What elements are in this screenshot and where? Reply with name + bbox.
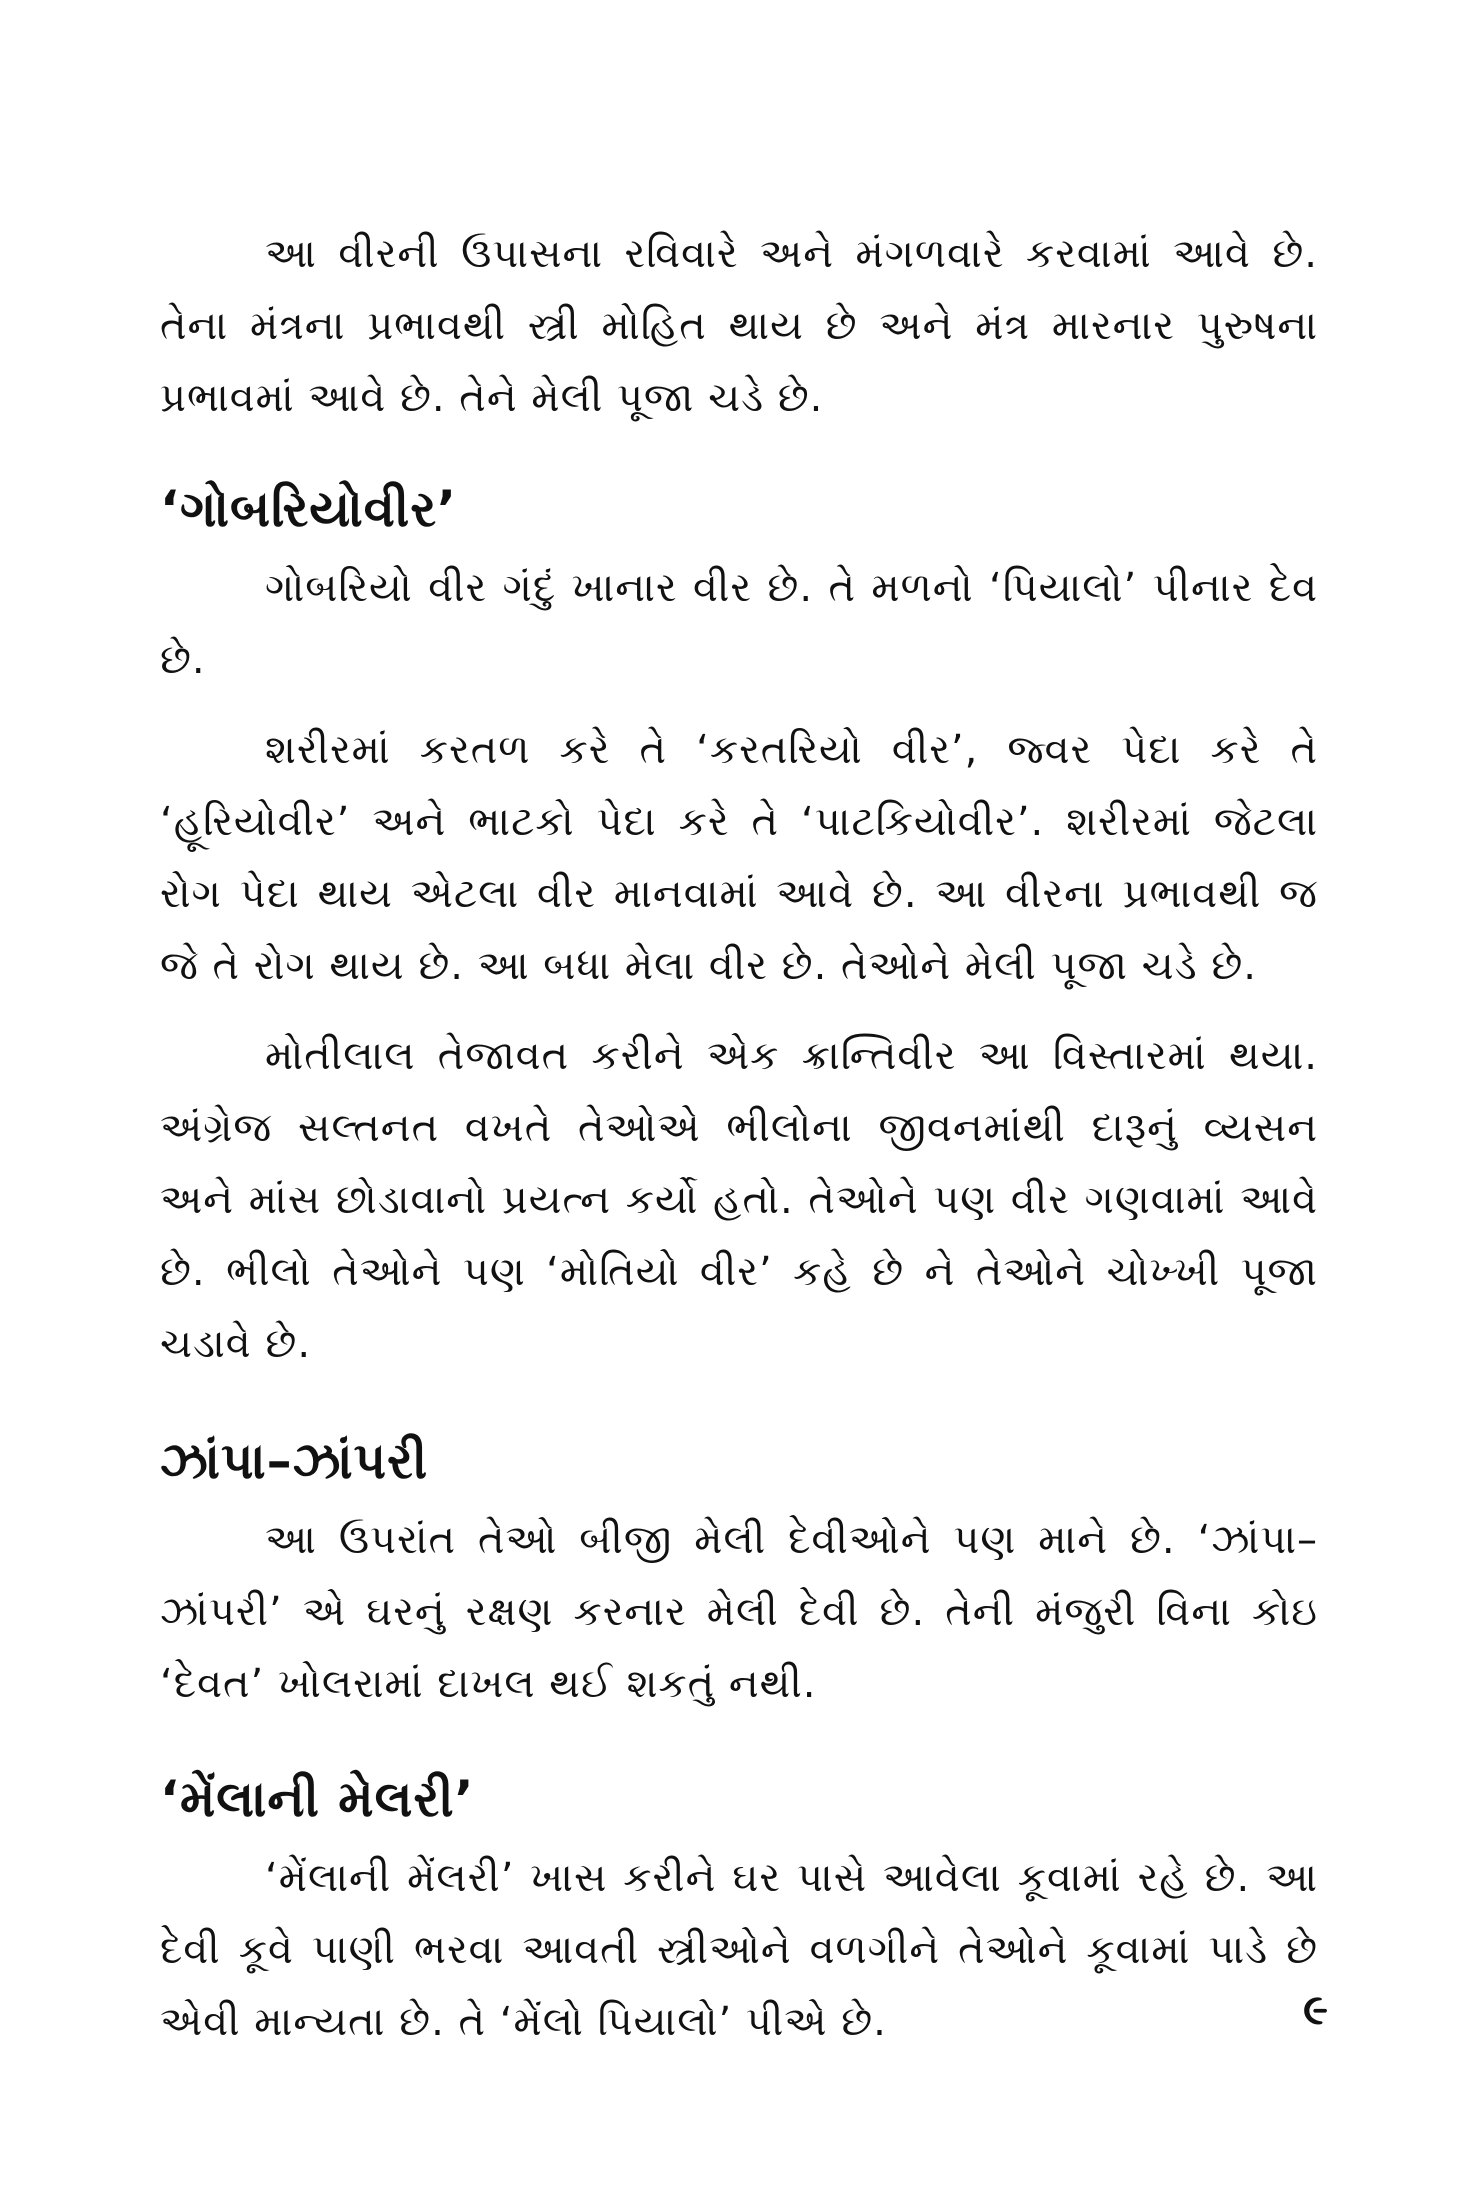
heading-melani-melari: ‘મેંલાની મેલરી’ xyxy=(160,1770,475,1828)
heading-gobariyovir: ‘ગોબરિયોવીર’ xyxy=(160,480,458,538)
paragraph-intro-worship: આ વીરની ઉપાસના રવિવારે અને મંગળવારે કરવામાં આવે છે. તેના મંત્રના પ્રભાવથી સ્ત્રી મોહિત થાય છે અને મંત્ર મારનાર પુરુષના પ્રભાવમાં આવે છે. તેને મેલી પૂજા ચડે છે. xyxy=(160,231,1318,421)
paragraph-gobariyovir: ગોબરિયો વીર ગંદું ખાનાર વીર છે. તે મળનો ‘પિયાલો’ પીનાર દેવ છે. xyxy=(160,565,1318,683)
paragraph-disease-veers: શરીરમાં કરતળ કરે તે ‘કરતરિયો વીર’, જ્વર પેદા કરે તે ‘હૂરિયોવીર’ અને ભાટકો પેદા કરે તે ‘પાટકિયોવીર’. શરીરમાં જેટલા રોગ પેદા થાય એટલા વીર માનવામાં આવે છે. આ વીરના પ્રભાવથી જ જે તે રોગ થાય છે. આ બધા મેલા વીર છે. તેઓને મેલી પૂજા ચડે છે. xyxy=(160,727,1318,989)
paragraph-melani-melari: ‘મેંલાની મેંલરી’ ખાસ કરીને ઘર પાસે આવેલા કૂવામાં રહે છે. આ દેવી કૂવે પાણી ભરવા આવતી સ્ત્રીઓને વળગીને તેઓને કૂવામાં પાડે છે એવી માન્યતા છે. તે ‘મેંલો પિયાલો’ પીએ છે. xyxy=(160,1855,1318,2045)
paragraph-zampa-zampari: આ ઉપરાંત તેઓ બીજી મેલી દેવીઓને પણ માને છે. ‘ઝાંપા–ઝાંપરી’ એ ઘરનું રક્ષણ કરનાર મેલી દેવી છે. તેની મંજુરી વિના કોઇ ‘દેવત’ ખોલરામાં દાખલ થઈ શકતું નથી. xyxy=(160,1517,1318,1707)
heading-zampa-zampari: ઝાંપા–ઝાંપરી xyxy=(160,1432,429,1490)
page-number: ૯ xyxy=(1303,1985,1328,2034)
paragraph-motilal-tejavat: મોતીલાલ તેજાવત કરીને એક ક્રાન્તિવીર આ વિસ્તારમાં થયા. અંગ્રેજ સલ્તનત વખતે તેઓએ ભીલોના જીવનમાંથી દારૂનું વ્યસન અને માંસ છોડાવાનો પ્રયત્ન કર્યો હતો. તેઓને પણ વીર ગણવામાં આવે છે. ભીલો તેઓને પણ ‘મોતિયો વીર’ કહે છે ને તેઓને ચોખ્ખી પૂજા ચડાવે છે. xyxy=(160,1033,1318,1367)
